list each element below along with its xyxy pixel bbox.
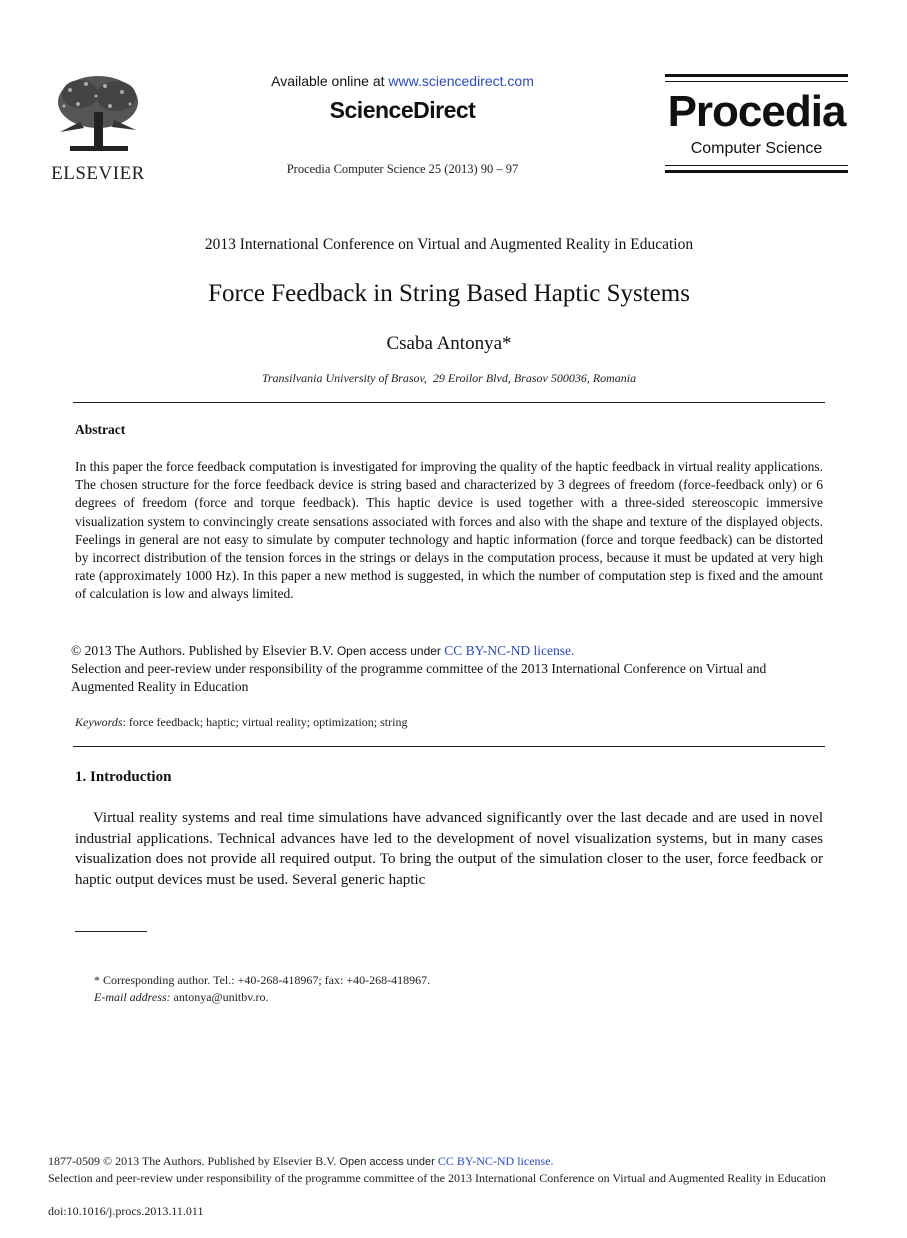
affiliation: Transilvania University of Brasov, 29 Eroilor Blvd, Brasov 500036, Romania xyxy=(261,371,637,385)
available-online-label: Available online at xyxy=(271,73,389,89)
divider-top xyxy=(73,402,825,403)
email-label: E-mail address: xyxy=(94,990,171,1004)
open-access-text: Open access under xyxy=(333,644,445,658)
license-link[interactable]: CC BY-NC-ND license. xyxy=(444,643,575,658)
footnote-rule xyxy=(75,931,147,932)
procedia-logo xyxy=(665,74,848,174)
paper-title: Force Feedback in String Based Haptic Systems xyxy=(208,280,690,307)
abstract-text: In this paper the force feedback computation is investigated for improving the quality of the haptic feedback in virtual reality applications. The chosen structure for the force feedback device is string based and characterized by 3 degrees of freedom (force-feedback only) or 6 degrees of freedom (force and torque feedback). This haptic device is used together with a three-sided stereoscopic immersive visualization system to convincingly create sensations associated with forces and also with the shape and texture of the displayed objects. Feelings in general are not easy to simulate by computer technology and haptic information (force and torque feedback) can be distorted by incorrect distribution of the tension forces in the strings or delays in the computation process, because it must be updated at very high rate (approximately 1000 Hz). In this paper a new method is suggested, in which the number of computation step is fixed and the amount of calculation is low and always limited. xyxy=(75,459,823,602)
footnote-email xyxy=(94,990,268,1005)
sciencedirect-link[interactable]: www.sciencedirect.com xyxy=(388,73,534,89)
section-heading-introduction: 1. Introduction xyxy=(75,769,172,785)
introduction-text: Virtual reality systems and real time simulations have advanced significantly over the last decade and are used in novel industrial applications. Technical advances have led to the development of novel visualization systems, but in many cases visualization does not provide all required output. To bring the output of the simulation closer to the user, force feedback or haptic output devices must be used. Several generic haptic xyxy=(75,810,823,888)
elsevier-wordmark: ELSEVIER xyxy=(51,163,145,184)
keywords xyxy=(75,715,825,730)
elsevier-logo xyxy=(50,72,146,184)
keywords-label: Keywords xyxy=(75,715,123,729)
peer-review-text: Selection and peer-review under responsibility of the programme committee of the 2013 International Conference on Virtual and Augmented Reality in Education xyxy=(71,661,767,694)
keywords-text: : force feedback; haptic; virtual reality; optimization; string xyxy=(122,715,408,729)
footer-doi[interactable]: doi:10.1016/j.procs.2013.11.011 xyxy=(48,1204,204,1218)
abstract-heading: Abstract xyxy=(75,422,126,437)
elsevier-tree-icon xyxy=(50,72,146,156)
procedia-subtitle: Computer Science xyxy=(690,140,823,157)
procedia-rule-top xyxy=(665,74,848,77)
copyright-line xyxy=(71,643,825,659)
footer-issn-copyright: 1877-0509 © 2013 The Authors. Published by Elsevier B.V. xyxy=(48,1154,337,1168)
conference-name: 2013 International Conference on Virtual and Augmented Reality in Education xyxy=(204,236,694,253)
copyright-text: © 2013 The Authors. Published by Elsevier B.V. xyxy=(71,643,334,658)
footer-peer-review: Selection and peer-review under responsibility of the programme committee of the 2013 International Conference on Virtual and Augmented Reality in Education xyxy=(48,1171,826,1185)
procedia-wordmark: Procedia xyxy=(667,87,846,136)
procedia-rule-bottom xyxy=(665,170,848,173)
journal-citation: Procedia Computer Science 25 (2013) 90 – 97 xyxy=(286,162,519,176)
author-name: Csaba Antonya* xyxy=(386,333,512,354)
divider-bottom xyxy=(73,746,825,747)
available-online xyxy=(230,73,575,89)
sciencedirect-logo: ScienceDirect xyxy=(329,97,476,123)
footnote-corresponding: * Corresponding author. Tel.: +40-268-418967; fax: +40-268-418967. xyxy=(94,973,431,987)
procedia-rule-top-thin xyxy=(665,81,848,82)
footer-open-access: Open access under xyxy=(336,1156,438,1168)
procedia-rule-bottom-thin xyxy=(665,165,848,166)
footer-copyright xyxy=(48,1154,848,1169)
footer-license-link[interactable]: CC BY-NC-ND license. xyxy=(437,1154,554,1168)
email-address[interactable]: antonya@unitbv.ro. xyxy=(170,990,269,1004)
